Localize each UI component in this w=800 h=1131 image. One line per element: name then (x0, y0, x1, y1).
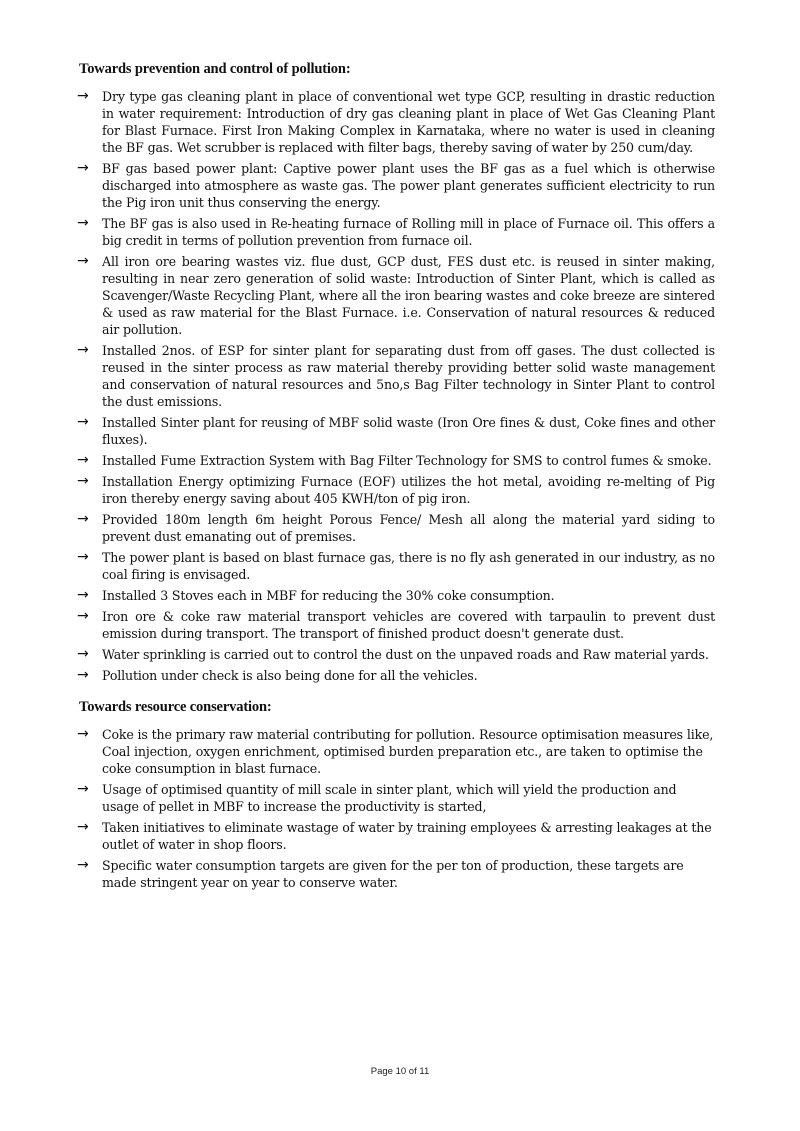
resource-conservation-list (79, 726, 715, 891)
arrow-bullet-icon: → (77, 342, 89, 358)
list-item: → Provided 180m length 6m height Porous Fence/ Mesh all along the material yard siding to prevent dust emanating out of premises. (77, 511, 715, 544)
arrow-bullet-icon: → (77, 646, 89, 662)
section-heading-resource-conservation: Towards resource conservation: (79, 699, 272, 715)
arrow-bullet-icon: → (77, 452, 89, 468)
list-item: → Taken initiatives to eliminate wastage of water by training employees & arresting leakages at the outlet of water in shop floors. (77, 819, 712, 852)
document-page (79, 61, 715, 895)
list-item: → Installed Sinter plant for reusing of MBF solid waste (Iron Ore fines & dust, Coke fines and other fluxes). (77, 414, 715, 447)
list-item: → Specific water consumption targets are given for the per ton of production, these targets are made stringent year on year to conserve water. (77, 857, 684, 890)
pollution-list (79, 88, 715, 684)
list-item: → The power plant is based on blast furnace gas, there is no fly ash generated in our industry, as no coal firing is envisaged. (77, 549, 715, 582)
page-number-footer: Page 10 of 11 (370, 1066, 430, 1077)
list-item: → Dry type gas cleaning plant in place of conventional wet type GCP, resulting in drastic reduction in water requirement: Introduction of dry gas cleaning plant in place of Wet Gas Cleaning Plant for Blast Furnace. First Iron Making Complex in Karnataka, where no water is used in cleaning the BF gas. Wet scrubber is replaced with filter bags, thereby saving of water by 250 cum/day. (77, 88, 715, 155)
list-item: → Installation Energy optimizing Furnace (EOF) utilizes the hot metal, avoiding re-melting of Pig iron thereby energy saving about 405 KWH/ton of pig iron. (77, 473, 715, 506)
arrow-bullet-icon: → (77, 88, 89, 104)
list-item: → BF gas based power plant: Captive power plant uses the BF gas as a fuel which is otherwise discharged into atmosphere as waste gas. The power plant generates sufficient electricity to run the Pig iron unit thus conserving the energy. (77, 160, 715, 210)
list-item: → Installed 2nos. of ESP for sinter plant for separating dust from off gases. The dust collected is reused in the sinter process as raw material thereby providing better solid waste management and conservation of natural resources and 5no,s Bag Filter technology in Sinter Plant to control the dust emissions. (77, 342, 715, 409)
list-item: → Usage of optimised quantity of mill scale in sinter plant, which will yield the production and usage of pellet in MBF to increase the productivity is started, (77, 781, 677, 814)
list-item: → Pollution under check is also being done for all the vehicles. (77, 667, 478, 683)
arrow-bullet-icon: → (77, 253, 89, 269)
list-item: → The BF gas is also used in Re-heating furnace of Rolling mill in place of Furnace oil. This offers a big credit in terms of pollution prevention from furnace oil. (77, 215, 715, 248)
list-item: → Iron ore & coke raw material transport vehicles are covered with tarpaulin to prevent dust emission during transport. The transport of finished product doesn't generate dust. (77, 608, 715, 641)
list-item: → Installed 3 Stoves each in MBF for reducing the 30% coke consumption. (77, 587, 555, 603)
arrow-bullet-icon: → (77, 819, 89, 835)
arrow-bullet-icon: → (77, 857, 89, 873)
arrow-bullet-icon: → (77, 511, 89, 527)
arrow-bullet-icon: → (77, 608, 89, 624)
list-item: → All iron ore bearing wastes viz. flue dust, GCP dust, FES dust etc. is reused in sinter making, resulting in near zero generation of solid waste: Introduction of Sinter Plant, which is called as Scavenger/Waste Recycling Plant, where all the iron bearing wastes and coke breeze are sintered & used as raw material for the Blast Furnace. i.e. Conservation of natural resources & reduced air pollution. (77, 253, 715, 337)
arrow-bullet-icon: → (77, 726, 89, 742)
arrow-bullet-icon: → (77, 587, 89, 603)
arrow-bullet-icon: → (77, 473, 89, 489)
arrow-bullet-icon: → (77, 781, 89, 797)
list-item: → Installed Fume Extraction System with Bag Filter Technology for SMS to control fumes & smoke. (77, 452, 712, 468)
arrow-bullet-icon: → (77, 414, 89, 430)
list-item: → Coke is the primary raw material contributing for pollution. Resource optimisation measures like, Coal injection, oxygen enrichment, optimised burden preparation etc., are taken to optimise the coke consumption in blast furnace. (77, 726, 714, 776)
arrow-bullet-icon: → (77, 549, 89, 565)
section-heading-pollution: Towards prevention and control of pollution: (79, 61, 351, 77)
arrow-bullet-icon: → (77, 215, 89, 231)
arrow-bullet-icon: → (77, 667, 89, 683)
arrow-bullet-icon: → (77, 160, 89, 176)
list-item: → Water sprinkling is carried out to control the dust on the unpaved roads and Raw material yards. (77, 646, 709, 662)
